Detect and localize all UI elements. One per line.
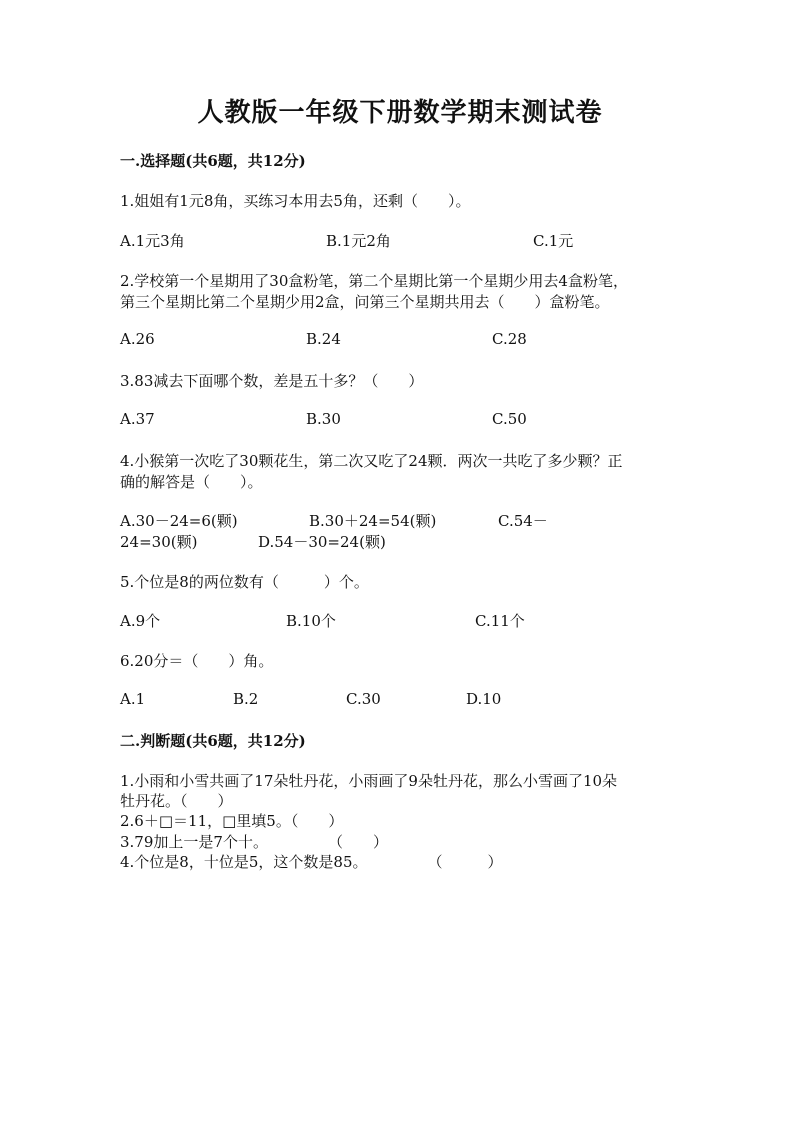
question-3-option-a: A.37 <box>120 410 155 428</box>
true-false-2: 2.6＋□＝11，□里填5。（ ） <box>120 812 344 830</box>
question-2-option-a: A.26 <box>120 330 155 348</box>
question-3-option-c: C.50 <box>492 410 527 428</box>
true-false-3: 3.79加上一是7个十。 （ ） <box>120 833 388 851</box>
question-6-option-d: D.10 <box>466 690 502 708</box>
question-1-text: 1.姐姐有1元8角，买练习本用去5角，还剩（ ）。 <box>120 192 471 210</box>
question-2-option-c: C.28 <box>492 330 527 348</box>
question-4-option-b: B.30＋24=54(颗) <box>309 512 437 530</box>
question-1-option-a: A.1元3角 <box>120 232 185 250</box>
question-2-option-b: B.24 <box>306 330 341 348</box>
question-4-option-c: C.54－ <box>498 512 548 530</box>
question-6-option-a: A.1 <box>120 690 146 708</box>
page-title: 人教版一年级下册数学期末测试卷 <box>197 98 603 128</box>
question-5-option-a: A.9个 <box>120 612 161 630</box>
section-heading-multiple-choice: 一.选择题(共6题，共12分) <box>120 152 306 170</box>
true-false-4: 4.个位是8，十位是5，这个数是85。 （ ） <box>120 853 503 871</box>
question-6-text: 6.20分＝（ ）角。 <box>120 652 274 670</box>
question-2-text-line-2: 第三个星期比第二个星期少用2盒，问第三个星期共用去（ ）盒粉笔。 <box>120 293 610 311</box>
question-4-option-d: D.54－30=24(颗) <box>258 533 386 551</box>
question-1-option-c: C.1元 <box>533 232 574 250</box>
true-false-1-line-1: 1.小雨和小雪共画了17朵牡丹花，小雨画了9朵牡丹花，那么小雪画了10朵 <box>120 772 618 790</box>
question-4-option-a: A.30－24=6(颗) <box>120 512 238 530</box>
question-5-option-c: C.11个 <box>475 612 525 630</box>
question-4-text-line-1: 4.小猴第一次吃了30颗花生，第二次又吃了24颗．两次一共吃了多少颗？正 <box>120 452 623 470</box>
true-false-1-line-2: 牡丹花。（ ） <box>120 792 233 810</box>
question-2-text-line-1: 2.学校第一个星期用了30盒粉笔，第二个星期比第一个星期少用去4盒粉笔， <box>120 272 628 290</box>
question-3-text: 3.83减去下面哪个数，差是五十多？（ ） <box>120 372 424 390</box>
question-1-option-b: B.1元2角 <box>326 232 391 250</box>
question-6-option-c: C.30 <box>346 690 381 708</box>
question-4-text-line-2: 确的解答是（ ）。 <box>120 473 263 491</box>
question-5-option-b: B.10个 <box>286 612 336 630</box>
section-heading-true-false: 二.判断题(共6题，共12分) <box>120 732 306 750</box>
question-5-text: 5.个位是8的两位数有（ ）个。 <box>120 573 369 591</box>
question-3-option-b: B.30 <box>306 410 341 428</box>
question-6-option-b: B.2 <box>233 690 259 708</box>
question-4-option-c-continued: 24=30(颗) <box>120 533 198 551</box>
